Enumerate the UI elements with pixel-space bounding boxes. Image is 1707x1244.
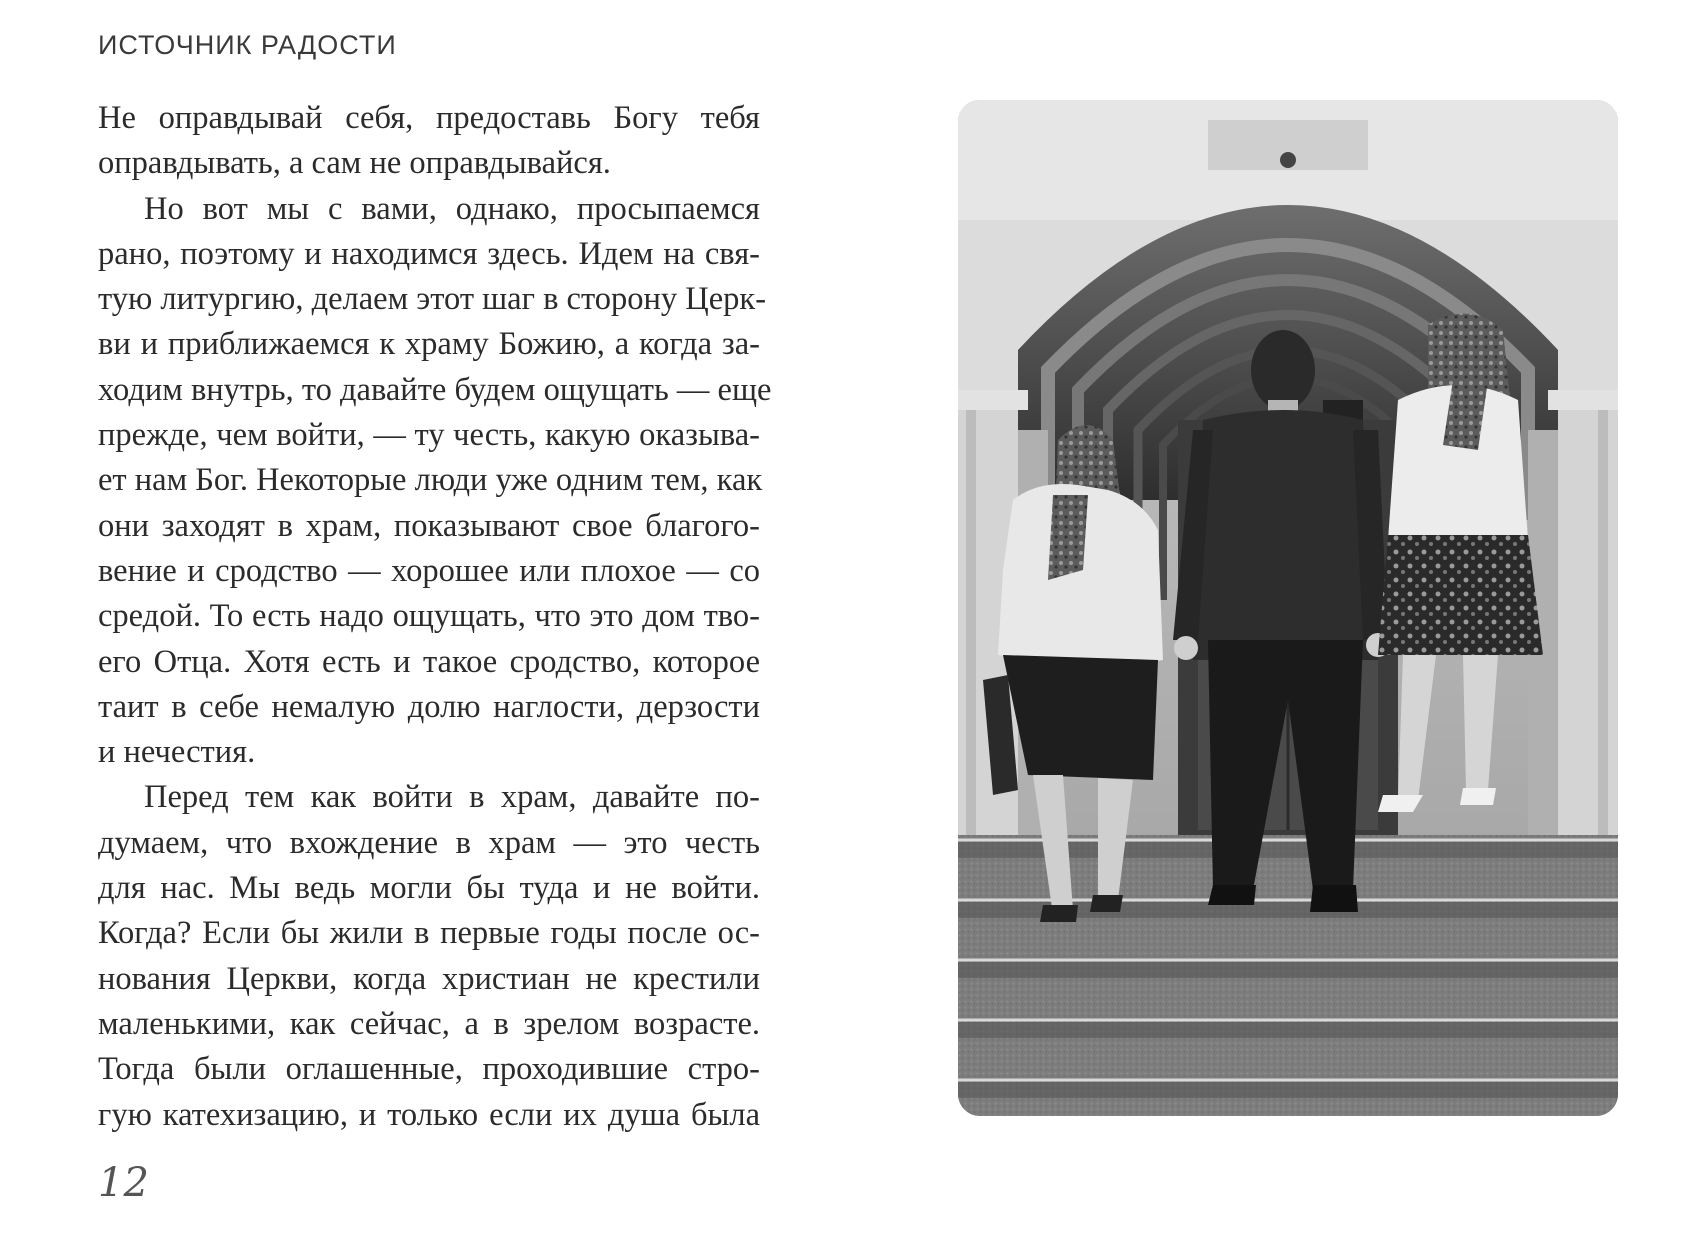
text-line: таит в себе немалую долю наглости, дерзости xyxy=(98,688,760,725)
church-entrance-photo xyxy=(958,100,1618,1116)
text-line: Тогда были оглашенные, проходившие стро- xyxy=(98,1051,760,1088)
text-line: рано, поэтому и находимся здесь. Идем на свя- xyxy=(98,235,760,272)
text-line: средой. То есть надо ощущать, что это дом тво- xyxy=(98,598,760,635)
text-line: и нечестия. xyxy=(98,734,256,771)
running-head: ИСТОЧНИК РАДОСТИ xyxy=(98,30,397,60)
text-line: прежде, чем войти, — ту честь, какую оказыва- xyxy=(98,417,760,454)
text-line: для нас. Мы ведь могли бы туда и не войти. xyxy=(98,870,760,907)
text-line: они заходят в храм, показывают свое благого- xyxy=(98,507,760,544)
text-line: вение и сродство — хорошее или плохое — со xyxy=(98,552,760,589)
text-line: оправдывать, а сам не оправдывайся. xyxy=(98,145,611,182)
text-line: Перед тем как войти в храм, давайте по- xyxy=(144,779,760,816)
text-line: ходим внутрь, то давайте будем ощущать — еще xyxy=(98,371,772,408)
text-line: Когда? Если бы жили в первые годы после ос- xyxy=(98,915,760,952)
text-line: гую катехизацию, и только если их душа была xyxy=(98,1096,760,1133)
text-line: ет нам Бог. Некоторые люди уже одним тем, как xyxy=(98,462,763,499)
text-line: маленькими, как сейчас, а в зрелом возрасте. xyxy=(98,1005,760,1042)
body-text xyxy=(98,96,772,1138)
text-line: ви и приближаемся к храму Божию, а когда за- xyxy=(98,326,760,363)
text-line: нования Церкви, когда христиан не крестили xyxy=(98,960,760,997)
page-number: 12 xyxy=(98,1160,149,1206)
text-line: его Отца. Хотя есть и такое сродство, которое xyxy=(98,643,760,680)
text-line: думаем, что вхождение в храм — это честь xyxy=(98,824,760,861)
text-line: Но вот мы с вами, однако, просыпаемся xyxy=(144,190,760,227)
text-line: Не оправдывай себя, предоставь Богу тебя xyxy=(98,100,760,136)
text-line: тую литургию, делаем этот шаг в сторону Церк- xyxy=(98,281,767,318)
